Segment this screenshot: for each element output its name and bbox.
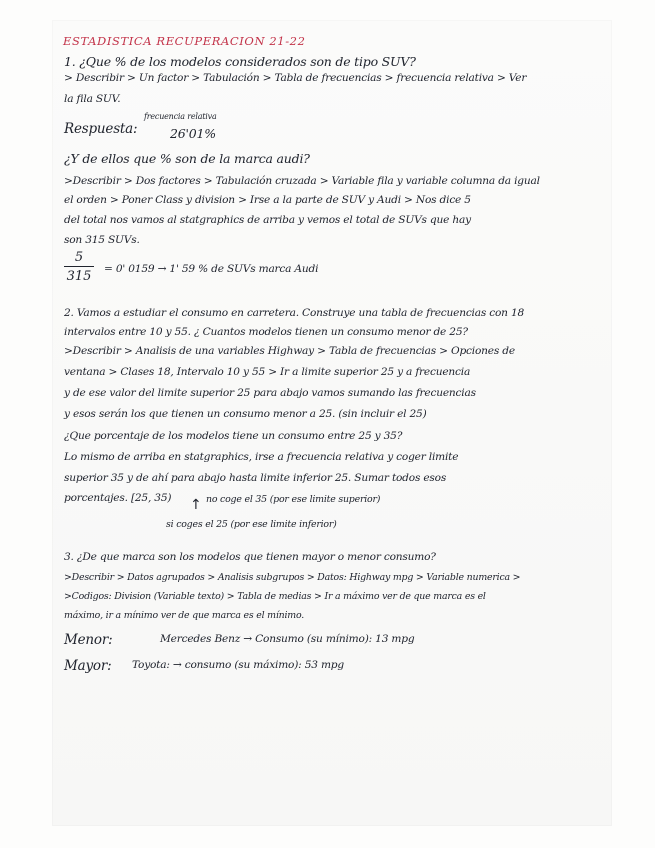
fraction-bar [64,266,94,267]
q3-line-2: >Describir > Datos agrupados > Analisis subgrupos > Datos: Highway mpg > Variable numerica > [64,572,521,583]
q1b-steps-line-2: el orden > Poner Class y division > Irse a la parte de SUV y Audi > Nos dice 5 [64,194,471,206]
q1-answer-label: Respuesta: [64,121,138,137]
q1-steps-line-2: la fila SUV. [64,93,121,105]
q1b-steps-line-1: >Describir > Dos factores > Tabulación cruzada > Variable fila y variable columna da igual [64,175,540,187]
page-title: ESTADISTICA RECUPERACION 21-22 [63,34,306,48]
q2-note-1: no coge el 35 (por ese limite superior) [206,494,381,505]
q1-answer-value: 26'01% [170,126,216,141]
q2-line-7: ¿Que porcentaje de los modelos tiene un consumo entre 25 y 35? [64,430,403,442]
q2-line-5: y de ese valor del limite superior 25 para abajo vamos sumando las frecuencias [64,387,476,399]
q3-line-1: 3. ¿De que marca son los modelos que tienen mayor o menor consumo? [64,551,436,563]
q1-steps-line-1: > Describir > Un factor > Tabulación > Tabla de frecuencias > frecuencia relativa > Ver [64,72,527,84]
arrow-up-icon: ↑ [190,497,202,513]
q1b-steps-line-4: son 315 SUVs. [64,234,140,246]
q2-note-2: si coges el 25 (por ese limite inferior) [166,519,337,530]
mayor-value: Toyota: → consumo (su máximo): 53 mpg [132,659,344,671]
q3-line-4: máximo, ir a mínimo ver de que marca es el mínimo. [64,610,305,621]
menor-label: Menor: [64,632,113,648]
question-1b: ¿Y de ellos que % son de la marca audi? [64,151,310,166]
question-1: 1. ¿Que % de los modelos considerados son de tipo SUV? [64,54,416,69]
q2-line-9: superior 35 y de ahí para abajo hasta limite inferior 25. Sumar todos esos [64,472,447,484]
paper [52,20,612,826]
q2-line-10: porcentajes. [25, 35) [64,492,172,504]
q1b-steps-line-3: del total nos vamos al statgraphics de arriba y vemos el total de SUVs que hay [64,214,471,226]
q2-line-3: >Describir > Analisis de una variables Highway > Tabla de frecuencias > Opciones de [64,345,515,357]
q1-answer-header: frecuencia relativa [144,112,217,121]
q2-line-8: Lo mismo de arriba en statgraphics, irse a frecuencia relativa y coger limite [64,451,459,463]
q1b-result: = 0' 0159 → 1' 59 % de SUVs marca Audi [104,263,319,275]
fraction [64,250,94,284]
q2-line-6: y esos serán los que tienen un consumo menor a 25. (sin incluir el 25) [64,408,427,420]
fraction-numerator: 5 [74,250,84,265]
fraction-denominator: 315 [66,269,92,284]
q2-line-4: ventana > Clases 18, Intervalo 10 y 55 > Ir a limite superior 25 y a frecuencia [64,366,471,378]
menor-value: Mercedes Benz → Consumo (su mínimo): 13 mpg [160,633,415,645]
mayor-label: Mayor: [64,658,112,674]
q2-line-2: intervalos entre 10 y 55. ¿ Cuantos modelos tienen un consumo menor de 25? [64,326,468,338]
q2-line-1: 2. Vamos a estudiar el consumo en carretera. Construye una tabla de frecuencias con 18 [64,307,525,319]
q3-line-3: >Codigos: Division (Variable texto) > Tabla de medias > Ir a máximo ver de que marca es el [64,591,486,602]
